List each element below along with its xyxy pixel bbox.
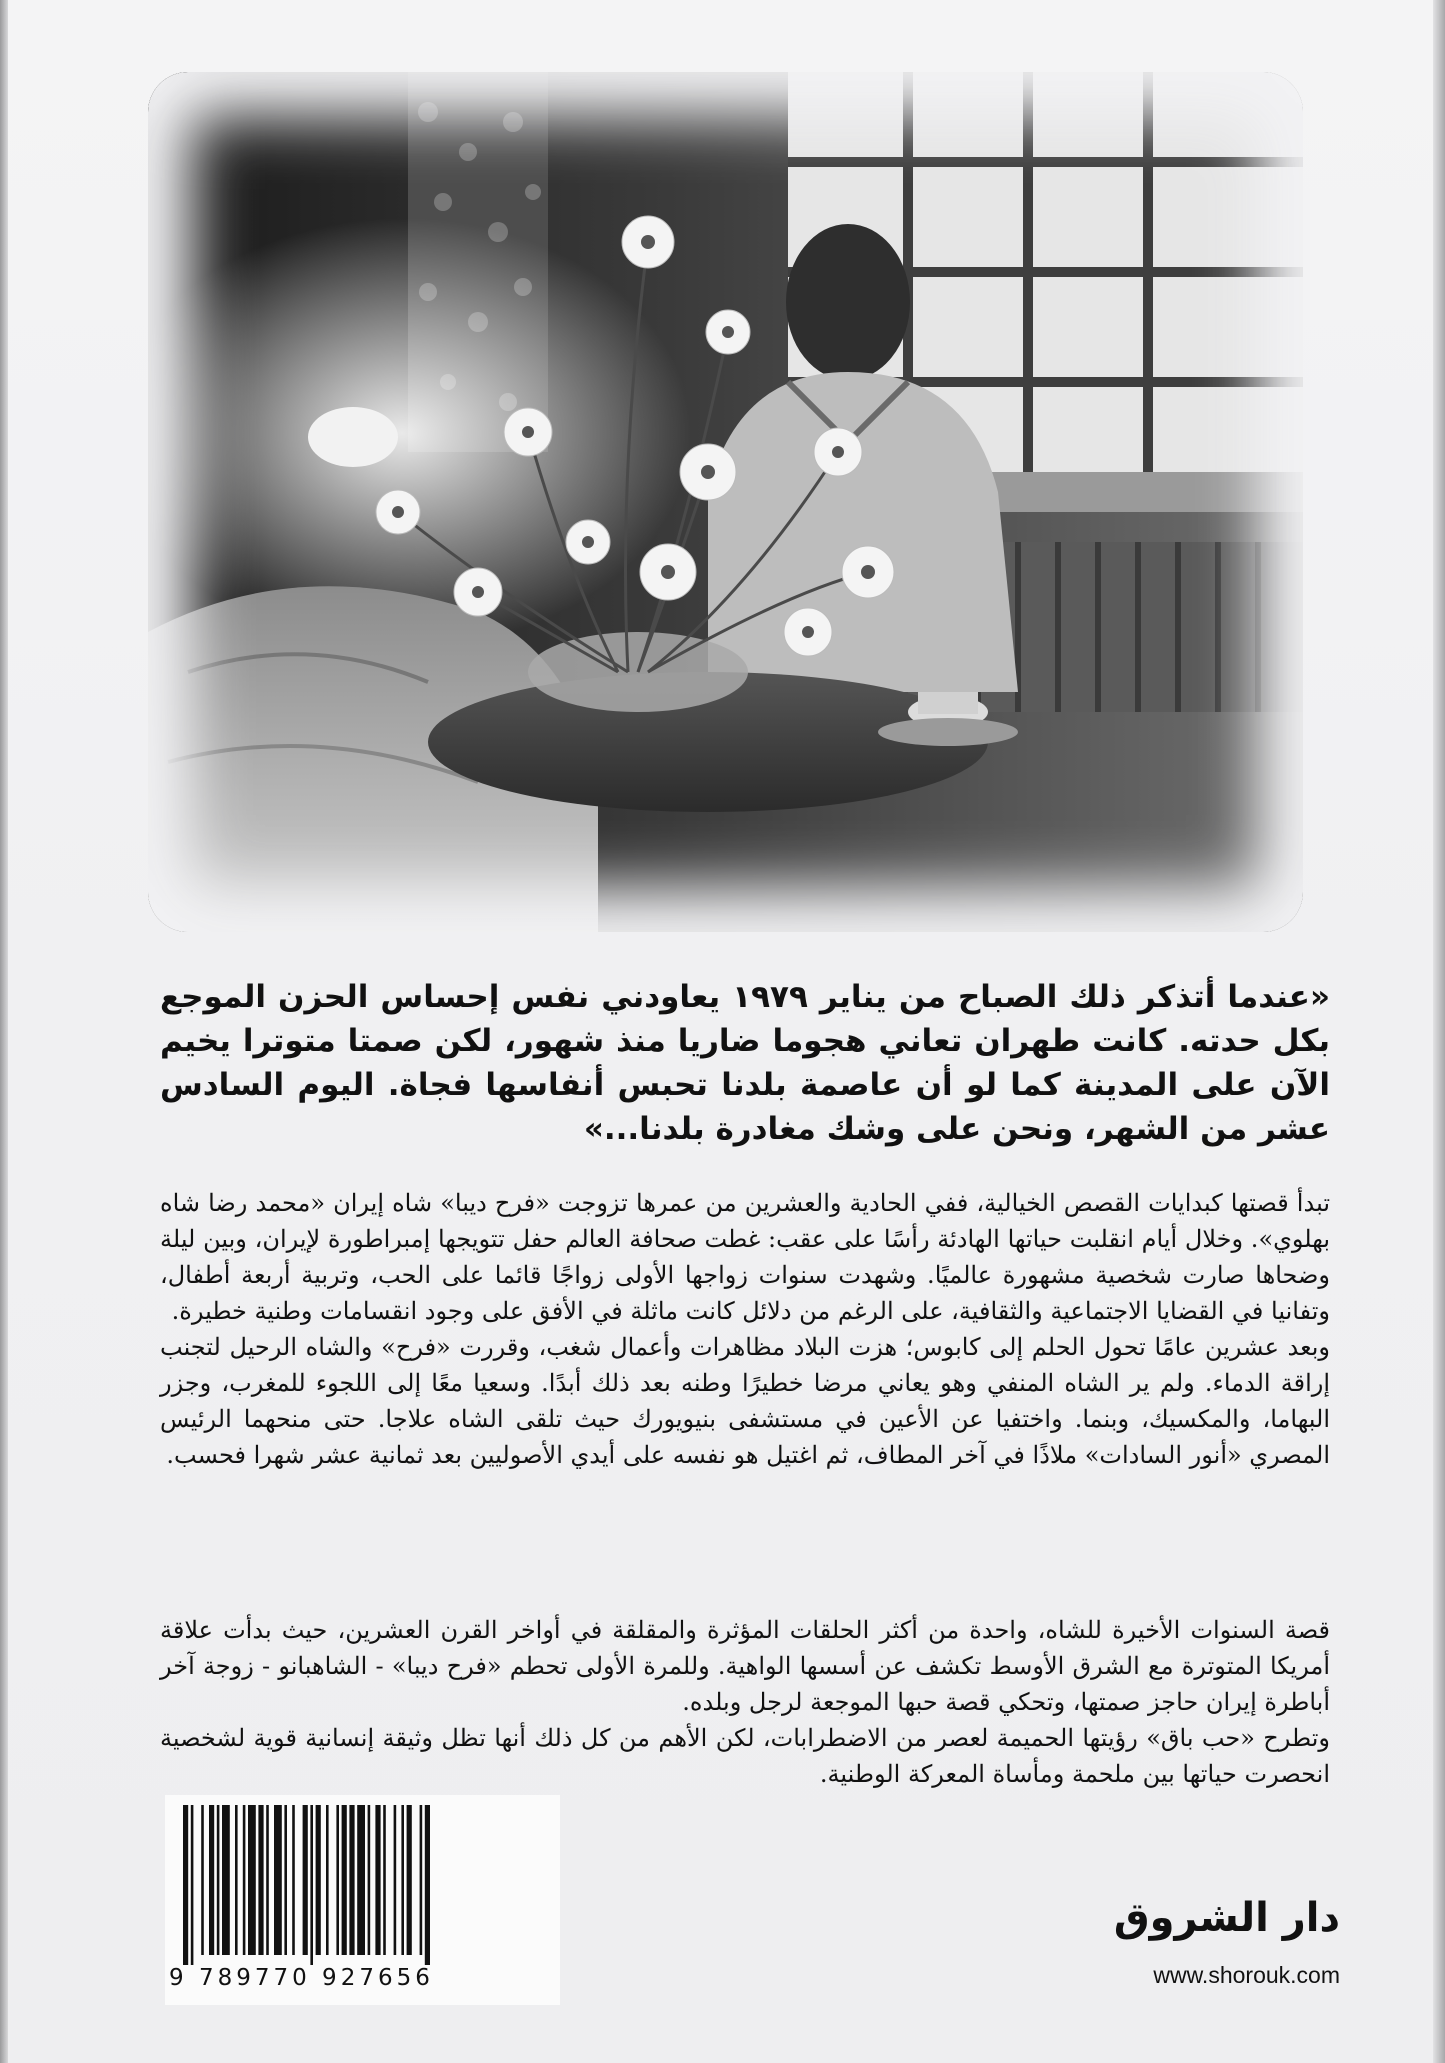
barcode-bar bbox=[284, 1805, 287, 1955]
barcode-bar bbox=[303, 1805, 308, 1955]
synopsis-part-2 bbox=[160, 1612, 1330, 1792]
barcode-bar bbox=[336, 1805, 339, 1955]
barcode-bar bbox=[326, 1805, 329, 1955]
cover-right-edge bbox=[1433, 0, 1445, 2063]
isbn-barcode bbox=[165, 1795, 560, 2005]
barcode-bar bbox=[316, 1805, 321, 1955]
barcode-bar bbox=[235, 1805, 238, 1955]
synopsis-paragraph: وتطرح «حب باق» رؤيتها الحميمة لعصر من الاضطرابات، لكن الأهم من كل ذلك أنها تظل وثيقة إنسانية قوية لشخصية انحصرت حياتها بين ملحمة ومأساة المعركة الوطنية. bbox=[160, 1724, 1330, 1788]
barcode-bar bbox=[222, 1805, 230, 1955]
barcode-bars bbox=[173, 1805, 553, 1965]
barcode-bar bbox=[310, 1805, 313, 1965]
opening-quote: «عندما أتذكر ذلك الصباح من يناير ١٩٧٩ يعاودني نفس إحساس الحزن الموجع بكل حدته. كانت طهران تعاني هجوما ضاريا منذ شهور، لكن صمتا متوترا يخيم الآن على المدينة كما لو أن عاصمة بلدنا تحبس أنفاسها فجاة. اليوم السادس عشر من الشهر، ونحن على وشك مغادرة بلدنا...» bbox=[160, 979, 1330, 1147]
barcode-bar bbox=[183, 1805, 188, 1965]
barcode-bar bbox=[394, 1805, 397, 1955]
barcode-bar bbox=[368, 1805, 371, 1955]
barcode-bar bbox=[349, 1805, 354, 1955]
synopsis-paragraph: وبعد عشرين عامًا تحول الحلم إلى كابوس؛ هزت البلاد مظاهرات وأعمال شغب، وقررت «فرح» والشاه الرحيل لتجنب إراقة الدماء. ولم ير الشاه المنفي وهو يعاني مرضا خطيرًا وطنه بعد ذلك أبدًا. وسعيا معًا إلى اللجوء للمغرب، وجزر البهاما، والمكسيك، وبنما. واختفيا عن الأعين في مستشفى بنيويورك حيث تلقى الشاه علاجا. حتى منحهما الرئيس المصري «أنور السادات» ملاذًا في آخر المطاف، ثم اغتيل هو نفسه على أيدي الأصوليين بعد ثمانية عشر شهرا فحسب. bbox=[160, 1333, 1330, 1469]
barcode-bar bbox=[191, 1805, 194, 1965]
photo-illustration bbox=[148, 72, 1303, 932]
barcode-bar bbox=[357, 1805, 365, 1955]
cover-spine-edge bbox=[0, 0, 8, 2063]
barcode-bar bbox=[201, 1805, 204, 1955]
barcode-bar bbox=[274, 1805, 282, 1955]
publisher-url: www.shorouk.com bbox=[1153, 1962, 1340, 1988]
barcode-bar bbox=[266, 1805, 269, 1955]
barcode-bar bbox=[217, 1805, 220, 1955]
synopsis-paragraph: تبدأ قصتها كبدايات القصص الخيالية، ففي الحادية والعشرين من عمرها تزوجت «فرح ديبا» شاه إيران «محمد رضا شاه بهلوي». وخلال أيام انقلبت حياتها الهادئة رأسًا على عقب: غطت صحافة العالم حفل تتويجها إمبراطورة لإيران، وبين ليلة وضحاها صارت شخصية مشهورة عالميًا. وشهدت سنوات زواجها الأولى زواجًا قائما على الحب، وتربية أربعة أطفال، وتفانيا في القضايا الاجتماعية والثقافية، على الرغم من دلائل كانت ماثلة في الأفق على وجود انقسامات وطنية خطيرة. bbox=[160, 1189, 1330, 1325]
barcode-bar bbox=[425, 1805, 430, 1965]
barcode-bar bbox=[258, 1805, 263, 1955]
barcode-bar bbox=[248, 1805, 256, 1955]
barcode-bar bbox=[420, 1805, 423, 1955]
publisher-logo: دار الشروق bbox=[1113, 1895, 1340, 1941]
cover-photograph bbox=[148, 72, 1303, 932]
barcode-bar bbox=[243, 1805, 246, 1955]
barcode-bar bbox=[401, 1805, 404, 1955]
barcode-bar bbox=[209, 1805, 214, 1955]
synopsis-paragraph: قصة السنوات الأخيرة للشاه، واحدة من أكثر الحلقات المؤثرة والمقلقة في أواخر القرن العشرين، حيث بدأت علاقة أمريكا المتوترة مع الشرق الأوسط تكشف عن أسسها الواهية. وللمرة الأولى تحطم «فرح ديبا» - الشاهبانو - زوجة آخر أباطرة إيران حاجز صمتها، وتحكي قصة حبها الموجعة لرجل وبلده. bbox=[160, 1616, 1330, 1716]
barcode-bar bbox=[383, 1805, 386, 1955]
barcode-bar bbox=[292, 1805, 295, 1955]
barcode-number: 9 789770 927656 bbox=[169, 1965, 434, 1991]
synopsis-part-1 bbox=[160, 1185, 1330, 1473]
barcode-bar bbox=[342, 1805, 347, 1955]
barcode-bar bbox=[407, 1805, 412, 1955]
barcode-bar bbox=[375, 1805, 380, 1955]
